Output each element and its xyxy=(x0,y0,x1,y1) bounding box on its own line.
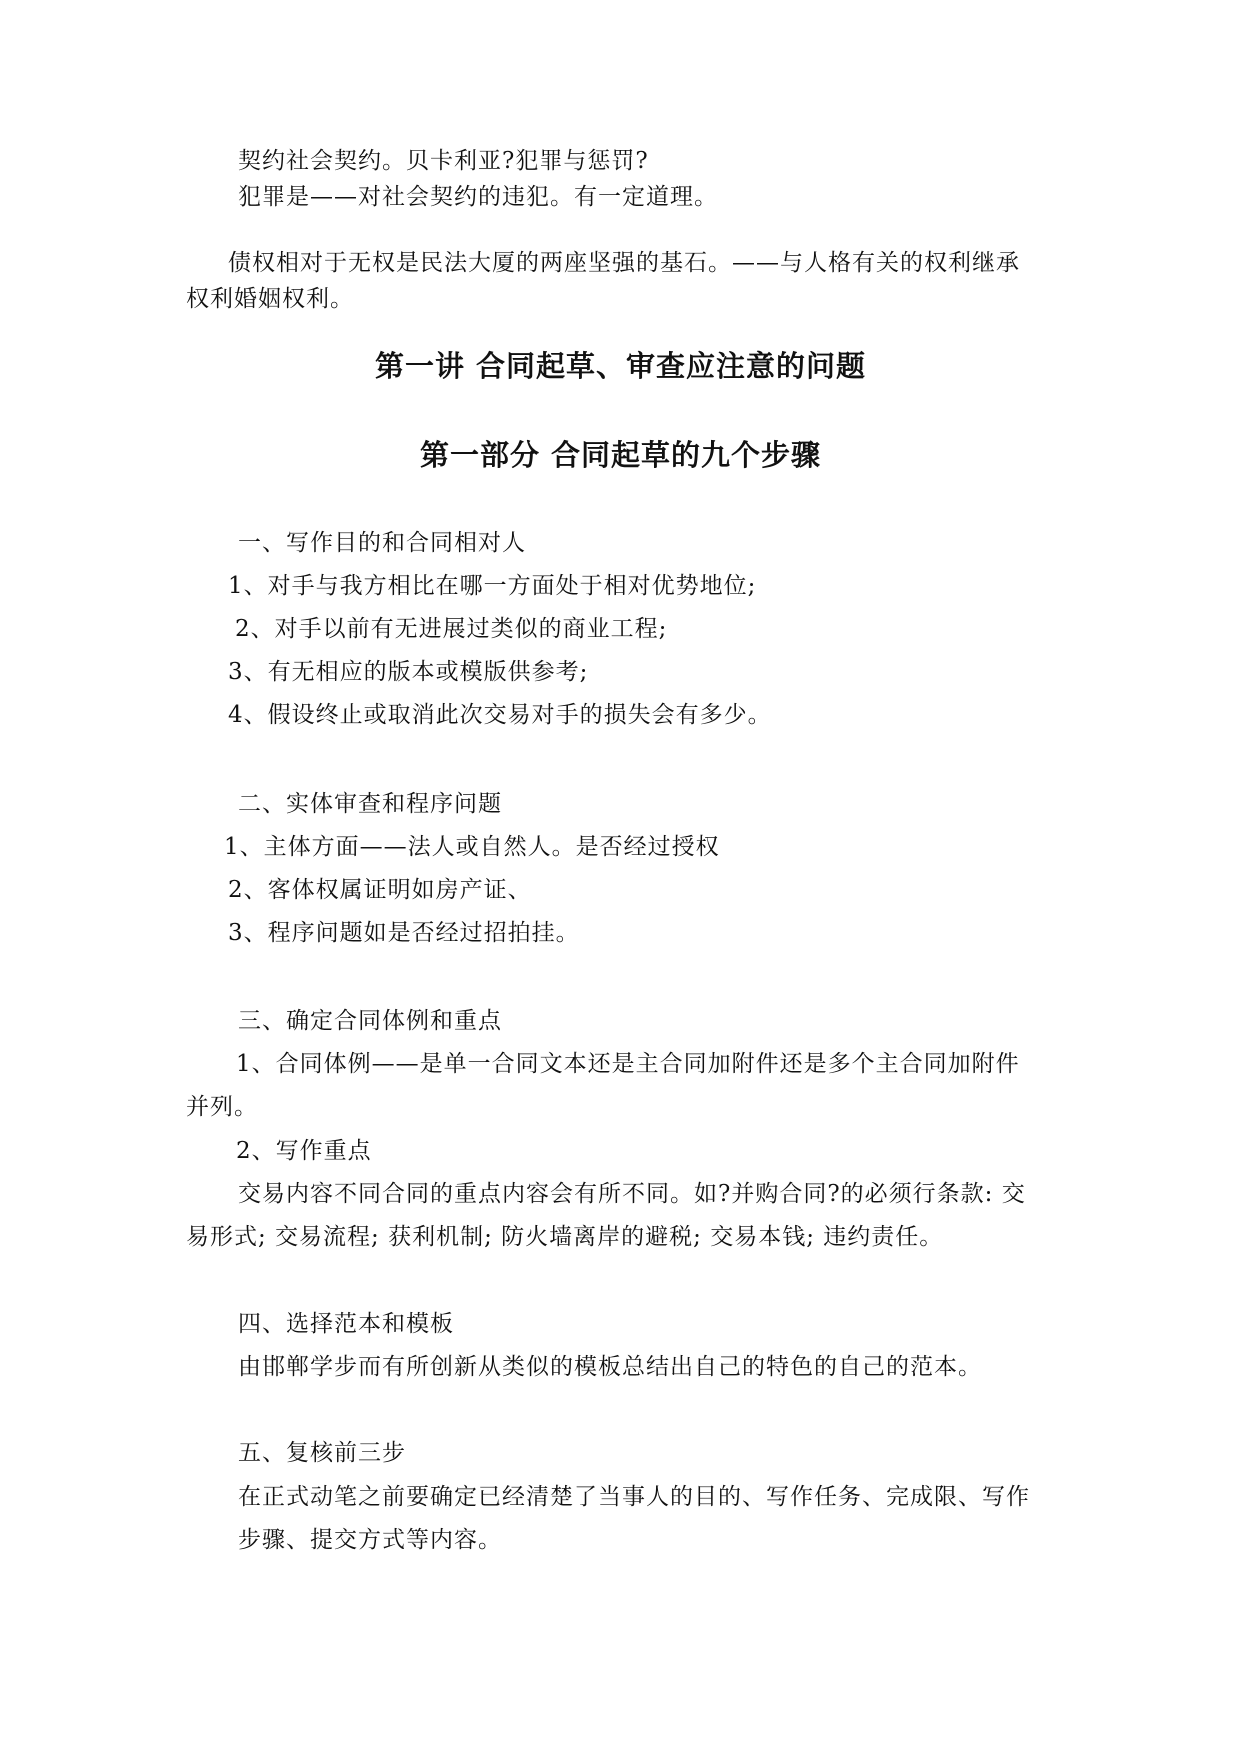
section-4-title: 四、选择范本和模板 xyxy=(238,1311,454,1337)
section-1-title: 一、写作目的和合同相对人 xyxy=(238,530,526,556)
section-3-item-1-line-1: 1、合同体例——是单一合同文本还是主合同加附件还是多个主合同加附件 xyxy=(236,1051,1020,1077)
intro-line-2: 犯罪是——对社会契约的违犯。有一定道理。 xyxy=(238,184,718,210)
section-3-body-line-1: 交易内容不同合同的重点内容会有所不同。如?并购合同?的必须行条款: 交 xyxy=(238,1181,1026,1207)
intro-paragraph-line-2: 权利婚姻权利。 xyxy=(186,286,354,312)
section-5-body-line-1: 在正式动笔之前要确定已经清楚了当事人的目的、写作任务、完成限、写作 xyxy=(238,1484,1030,1510)
section-3-title: 三、确定合同体例和重点 xyxy=(238,1008,502,1034)
section-5-title: 五、复核前三步 xyxy=(238,1440,406,1466)
lecture-heading: 第一讲 合同起草、审查应注意的问题 xyxy=(374,349,867,383)
section-1-item-1: 1、对手与我方相比在哪一方面处于相对优势地位; xyxy=(228,573,757,599)
section-2-item-1: 1、主体方面——法人或自然人。是否经过授权 xyxy=(224,834,720,860)
section-3-item-2: 2、写作重点 xyxy=(236,1138,372,1164)
section-2-item-3: 3、程序问题如是否经过招拍挂。 xyxy=(228,920,580,946)
intro-line-1: 契约社会契约。贝卡利亚?犯罪与惩罚? xyxy=(238,148,649,174)
section-3-body-line-2: 易形式; 交易流程; 获利机制; 防火墙离岸的避税; 交易本钱; 违约责任。 xyxy=(186,1224,944,1250)
section-2-item-2: 2、客体权属证明如房产证、 xyxy=(228,877,532,903)
intro-paragraph-line-1: 债权相对于无权是民法大厦的两座坚强的基石。——与人格有关的权利继承 xyxy=(228,250,1020,276)
section-2-title: 二、实体审查和程序问题 xyxy=(238,791,502,817)
section-1-item-3: 3、有无相应的版本或模版供参考; xyxy=(228,659,589,685)
section-1-item-2: 2、对手以前有无进展过类似的商业工程; xyxy=(235,616,668,642)
section-5-body-line-2: 步骤、提交方式等内容。 xyxy=(238,1527,502,1553)
part-heading: 第一部分 合同起草的九个步骤 xyxy=(419,438,822,472)
section-3-item-1-line-2: 并列。 xyxy=(186,1094,258,1120)
section-4-body: 由邯郸学步而有所创新从类似的模板总结出自己的特色的自己的范本。 xyxy=(238,1354,982,1380)
section-1-item-4: 4、假设终止或取消此次交易对手的损失会有多少。 xyxy=(228,702,772,728)
